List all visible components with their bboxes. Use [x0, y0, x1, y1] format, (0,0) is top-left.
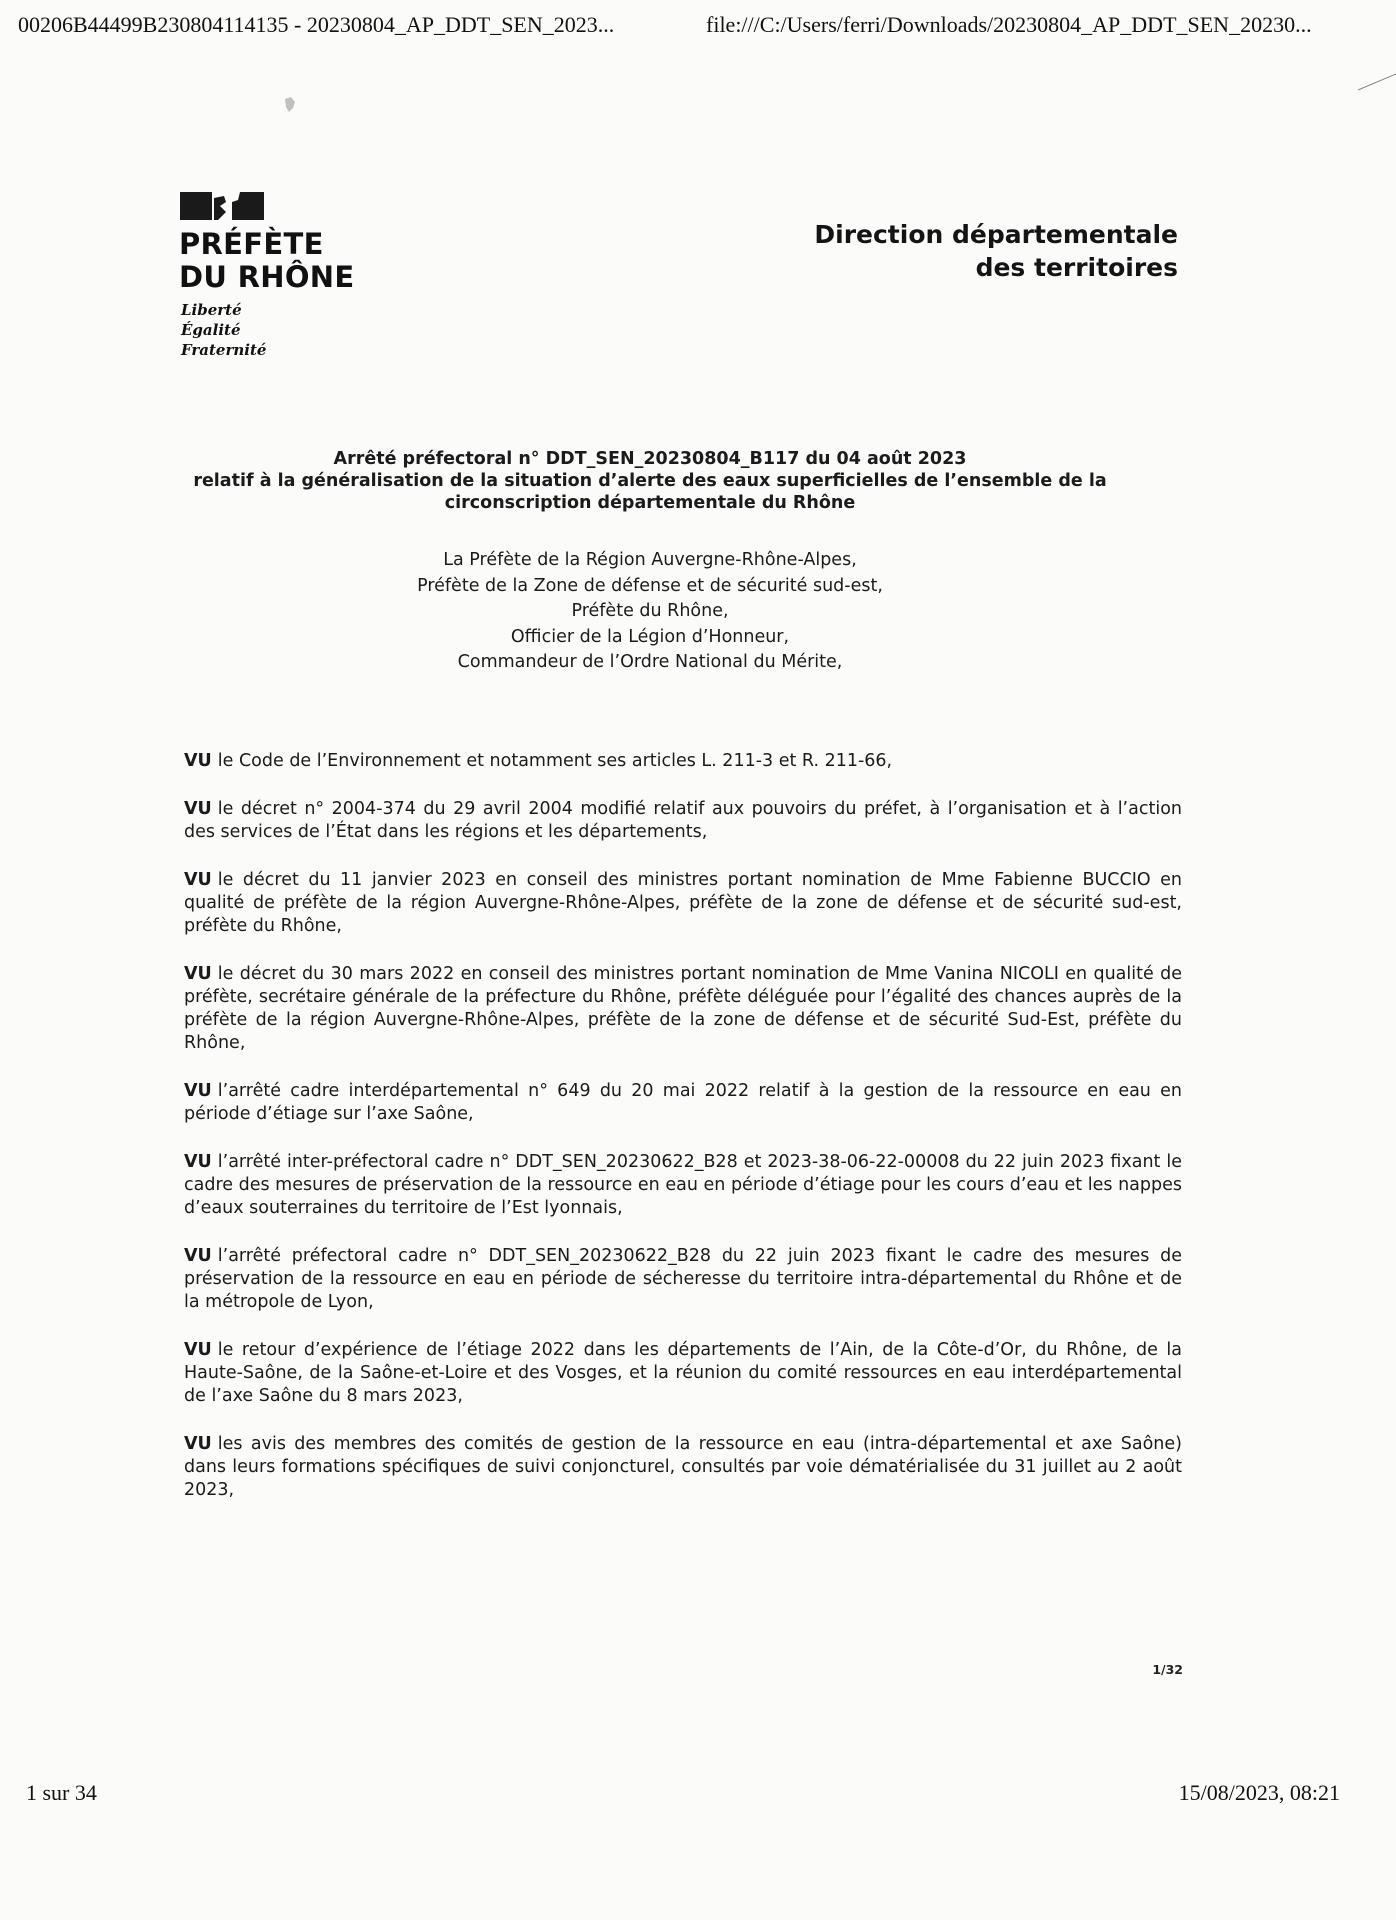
motto-fraternite: Fraternité	[181, 341, 267, 359]
consideration-item	[184, 1339, 1182, 1408]
consideration-text: le retour d’expérience de l’étiage 2022 dans les départements de l’Ain, de la Côte-d’Or, du Rhône, de la Haute-Saône, de la Saône-et-Loire et des Vosges, et la réunion du comité ressources en eau interdépartemental de l’axe Saône du 8 mars 2023,	[184, 1340, 1182, 1406]
consideration-text: le décret du 11 janvier 2023 en conseil des ministres portant nomination de Mme Fabienne BUCCIO en qualité de préfète de la région Auvergne-Rhône-Alpes, préfète de la zone de défense et de sécurité sud-est, préfète du Rhône,	[184, 870, 1182, 936]
consideration-item	[184, 798, 1182, 844]
authority-line: Préfète de la Zone de défense et de sécurité sud-est,	[417, 575, 883, 596]
authority-block	[150, 548, 1150, 676]
vu-keyword: VU	[184, 1081, 212, 1101]
logo-title-line2: DU RHÔNE	[179, 260, 355, 294]
vu-keyword: VU	[184, 1340, 212, 1360]
decree-title-line2: relatif à la généralisation de la situation d’alerte des eaux superficielles de l’ensemble de la	[193, 471, 1107, 491]
logo-title	[179, 228, 354, 294]
direction-line2: des territoires	[975, 253, 1178, 282]
logo-title-line1: PRÉFÈTE	[179, 227, 324, 261]
issuing-direction	[814, 218, 1178, 284]
consideration-item	[184, 1080, 1182, 1126]
decree-title-line3: circonscription départementale du Rhône	[444, 493, 856, 513]
direction-line1: Direction départementale	[814, 220, 1178, 249]
consideration-item	[184, 963, 1182, 1055]
consideration-text: l’arrêté préfectoral cadre n° DDT_SEN_20230622_B28 du 22 juin 2023 fixant le cadre des mesures de préservation de la ressource en eau en période de sécheresse du territoire intra-départemental du Rhône et de la métropole de Lyon,	[184, 1246, 1182, 1312]
decree-title-line1: Arrêté préfectoral n° DDT_SEN_20230804_B117 du 04 août 2023	[333, 449, 967, 469]
consideration-text: les avis des membres des comités de gestion de la ressource en eau (intra-départemental et axe Saône) dans leurs formations spécifiques de suivi conjoncturel, consultés par voie dématérialisée du 31 juillet au 2 août 2023,	[184, 1434, 1182, 1500]
consideration-item	[184, 1433, 1182, 1502]
vu-keyword: VU	[184, 870, 212, 890]
vu-keyword: VU	[184, 1152, 212, 1172]
consideration-item	[184, 1151, 1182, 1220]
consideration-item	[184, 750, 1182, 773]
consideration-text: l’arrêté cadre interdépartemental n° 649 du 20 mai 2022 relatif à la gestion de la ressource en eau en période d’étiage sur l’axe Saône,	[184, 1081, 1182, 1124]
consideration-text: le Code de l’Environnement et notamment ses articles L. 211-3 et R. 211-66,	[217, 751, 893, 771]
print-header-file-path: file:///C:/Users/ferri/Downloads/20230804_AP_DDT_SEN_20230...	[706, 12, 1312, 37]
consideration-text: le décret n° 2004-374 du 29 avril 2004 modifié relatif aux pouvoirs du préfet, à l’organisation et à l’action des services de l’État dans les régions et les départements,	[184, 799, 1182, 842]
scan-speck	[283, 96, 297, 114]
authority-line: La Préfète de la Région Auvergne-Rhône-Alpes,	[443, 550, 857, 570]
republic-motto	[181, 300, 266, 360]
page-number: 1/32	[1152, 1662, 1183, 1677]
vu-keyword: VU	[184, 1434, 212, 1454]
motto-egalite: Égalité	[181, 321, 241, 339]
decree-title	[150, 448, 1150, 514]
authority-line: Commandeur de l’Ordre National du Mérite,	[457, 652, 843, 672]
authority-line: Préfète du Rhône,	[571, 601, 729, 621]
authority-line: Officier de la Légion d’Honneur,	[510, 626, 790, 647]
scan-edge-mark	[1356, 66, 1396, 94]
print-header-document-name: 00206B44499B230804114135 - 20230804_AP_DDT_SEN_2023...	[18, 12, 615, 37]
vu-keyword: VU	[184, 1246, 212, 1266]
vu-keyword: VU	[184, 964, 212, 984]
motto-liberte: Liberté	[181, 301, 242, 319]
consideration-item	[184, 869, 1182, 938]
consideration-text: le décret du 30 mars 2022 en conseil des ministres portant nomination de Mme Vanina NICOLI en qualité de préfète, secrétaire générale de la préfecture du Rhône, préfète déléguée pour l’égalité des chances auprès de la préfète de la région Auvergne-Rhône-Alpes, préfète de la zone de défense et de sécurité Sud-Est, préfète du Rhône,	[184, 964, 1182, 1053]
consideration-item	[184, 1245, 1182, 1314]
vu-keyword: VU	[184, 751, 212, 771]
print-footer-page-count: 1 sur 34	[26, 1780, 97, 1805]
vu-keyword: VU	[184, 799, 212, 819]
consideration-text: l’arrêté inter-préfectoral cadre n° DDT_SEN_20230622_B28 et 2023-38-06-22-00008 du 22 juin 2023 fixant le cadre des mesures de préservation de la ressource en eau en période d’étiage pour les cours d’eau et les nappes d’eaux souterraines du territoire de l’Est lyonnais,	[184, 1152, 1182, 1218]
marianne-icon	[180, 190, 264, 222]
considerations-list	[184, 750, 1182, 1527]
print-footer-datetime: 15/08/2023, 08:21	[1178, 1780, 1340, 1805]
